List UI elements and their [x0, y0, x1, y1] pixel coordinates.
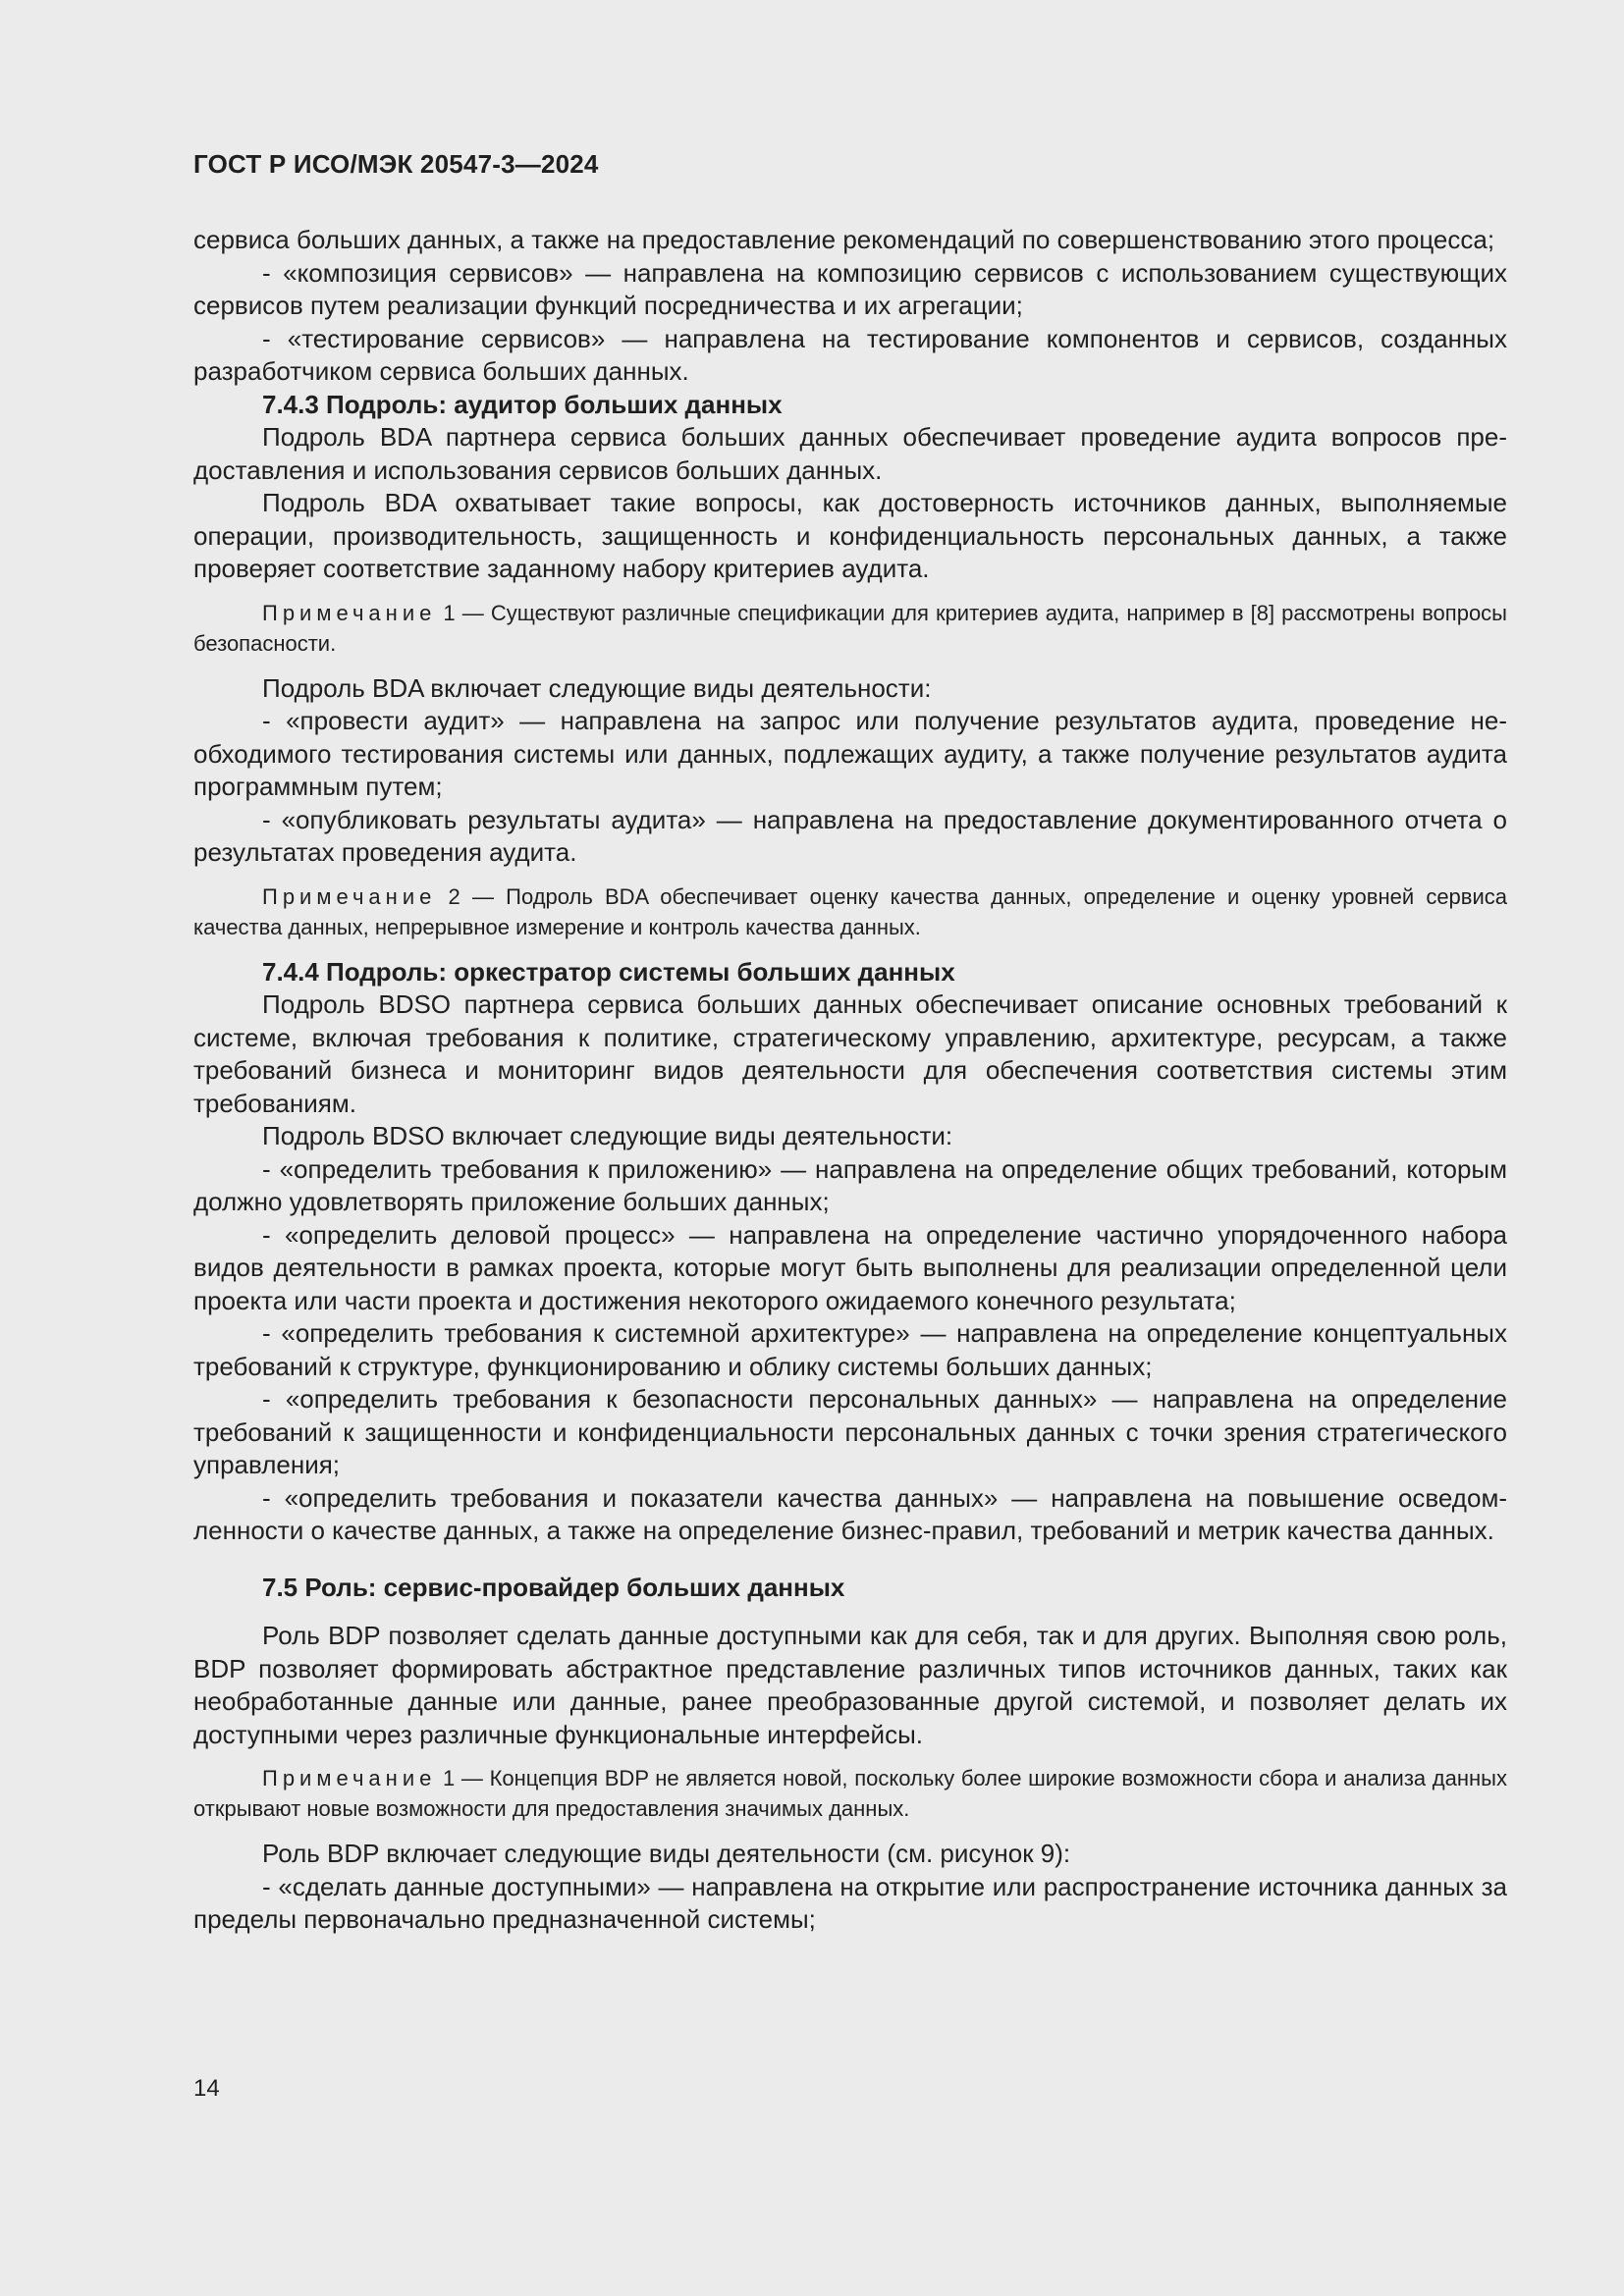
document-header: ГОСТ Р ИСО/МЭК 20547-3—2024 [193, 149, 599, 179]
list-item: - «опубликовать результаты аудита» — направлена на предоставление документированного отчета о результатах проведения аудита. [193, 804, 1507, 867]
note-2 [193, 881, 1507, 942]
note-text: 2 — Подроль BDA обеспечивает оценку качества данных, определение и оценку уровней сервиса качества данных, непрерывное измерение и контроль качества данных. [193, 883, 1507, 939]
paragraph: Подроль BDSO включает следующие виды деятельности: [262, 1121, 953, 1150]
note-label: Примечание [262, 600, 437, 625]
note-label: Примечание [262, 883, 437, 909]
list-item: - «определить требования к приложению» — направлена на определение общих требований, которым должно удовлетворять приложение больших данных; [193, 1153, 1507, 1216]
page-number: 14 [193, 2075, 220, 2102]
page-body [193, 224, 1507, 1937]
list-item: - «композиция сервисов» — направлена на композицию сервисов с использованием существующих сервисов путем реализации функций посредничества и их агрегации; [193, 257, 1507, 320]
note-text: 1 — Концепция BDP не является новой, поскольку более широкие возможности сбора и анализа данных открывают новые возможности для предоставления значимых данных. [193, 1766, 1507, 1821]
paragraph: Роль BDP включает следующие виды деятельности (см. рисунок 9): [262, 1839, 1071, 1868]
paragraph: Роль BDP позволяет сделать данные доступными как для себя, так и для других. Выполняя свою роль, BDP позволяет формировать абстрактное представление различных типов источников данных, таких как необработанные данные или данные, ранее преобразованные другой системой, и позволяет делать их доступными через различные функциональные интерфейсы. [193, 1621, 1507, 1749]
list-item: - «сделать данные доступными» — направлена на открытие или распространение источника данных за пределы первоначально предназначенной системы; [193, 1871, 1507, 1934]
list-item: - «определить деловой процесс» — направлена на определение частично упорядоченного набора видов деятельности в рамках проекта, которые могут быть выполнены для реализации определенной цели проекта или части проекта и достижения некоторого ожидаемого конечного результата; [193, 1219, 1507, 1315]
section-heading-7-5: 7.5 Роль: сервис-провайдер больших данных [262, 1572, 845, 1602]
note-text: 1 — Существуют различные спецификации для критериев аудита, например в [8] рассмотрены вопросы безопасности. [193, 600, 1507, 656]
note-label: Примечание [262, 1766, 437, 1790]
section-heading-7-4-3: 7.4.3 Подроль: аудитор больших данных [262, 389, 783, 419]
list-item: - «определить требования к системной архитектуре» — направлена на определение концептуальных требований к структуре, функционированию и облику системы больших данных; [193, 1318, 1507, 1381]
list-item: - «определить требования и показатели качества данных» — направлена на повышение осведомленности о качестве данных, а также на определение бизнес-правил, требований и метрик качества данных. [193, 1482, 1507, 1545]
paragraph: Подроль BDSO партнера сервиса больших данных обеспечивает описание основных требований к системе, включая требования к политике, стратегическому управлению, архитектуре, ресурсам, а также требований бизнеса и мониторинг видов деятельности для обеспечения соответствия системы этим требованиям. [193, 989, 1507, 1118]
paragraph: Подроль BDA включает следующие виды деятельности: [262, 672, 932, 703]
list-item: - «провести аудит» — направлена на запрос или получение результатов аудита, проведение необходимого тестирования системы или данных, подлежащих аудиту, а также получение результатов аудита программным путем; [193, 706, 1507, 801]
paragraph: сервиса больших данных, а также на предоставление рекомендаций по совершенствованию этого процесса; [193, 225, 1495, 254]
note-1 [193, 598, 1507, 659]
paragraph: Подроль BDA партнера сервиса больших данных обеспечивает проведение аудита вопросов предоставления и использования сервисов больших данных. [193, 422, 1507, 485]
list-item: - «определить требования к безопасности персональных данных» — направлена на определение требований к защищенности и конфиденциальности персональных данных с точки зрения стратегического управления; [193, 1384, 1507, 1479]
section-heading-7-4-4: 7.4.4 Подроль: оркестратор системы больших данных [262, 956, 955, 987]
paragraph: Подроль BDA охватывает такие вопросы, как достоверность источников данных, выполняемые операции, производительность, защищенность и конфиденциальность персональных данных, а также проверяет соответствие заданному набору критериев аудита. [193, 488, 1507, 583]
list-item: - «тестирование сервисов» — направлена на тестирование компонентов и сервисов, созданных разработчиком сервиса больших данных. [193, 323, 1507, 386]
note-3 [193, 1763, 1507, 1824]
